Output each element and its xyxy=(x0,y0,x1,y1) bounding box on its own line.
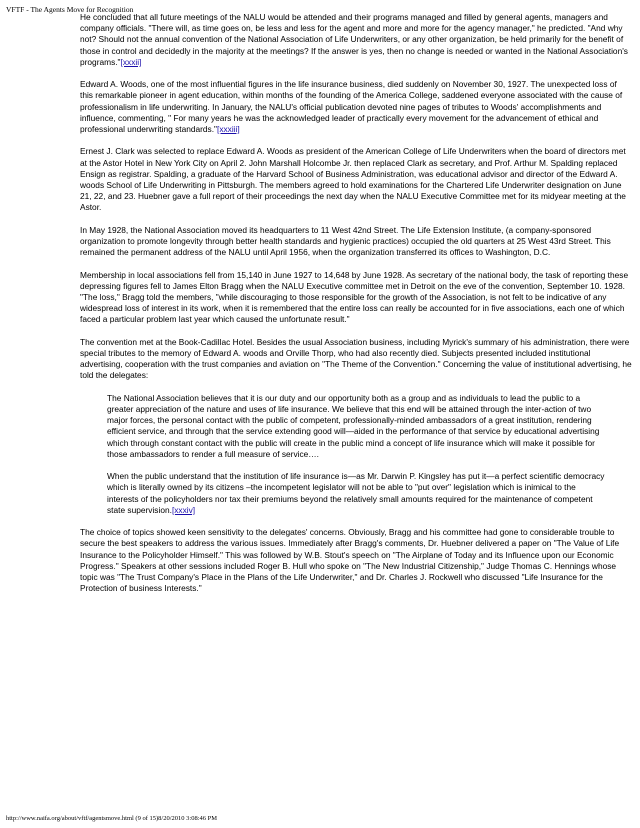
paragraph-text: In May 1928, the National Association moved its headquarters to 11 West 42nd Street. The Life Extension Institute, (a company-sponsored organization to promote longevity through better health standards and hygienic practices) occupied the old quarters at 25 West 43rd Street. This remained the permanent address of the NALU until April 1956, when the organization transferred its offices to Washington, D.C. xyxy=(80,224,611,258)
footnote-link-xxxii[interactable]: [xxxii] xyxy=(120,56,142,67)
paragraph-text: He concluded that all future meetings of the NALU would be attended and their programs managed and filled by general agents, managers and company officials. "There will, as time goes on, be less and less for the agent and more and more for the agency manager," he predicted. "And why not? Should not the annual convention of the National Association of Life Underwriters, or any other organization, be held primarily for the benefit of those in control and decidedly in the majority at the meetings? If the answer is yes, then no change is needed or wanted in the National Association's programs." xyxy=(80,12,628,67)
paragraph-membership xyxy=(80,270,632,326)
paragraph-text: Ernest J. Clark was selected to replace Edward A. Woods as president of the American College of Life Underwriters when the board of directors met at the Astor Hotel in New York City on April 2. John Marshall Holcombe Jr. then replaced Clark as secretary, and Prof. Arthur M. Spalding replaced Ensign as registrar. Spalding, a graduate of the Harvard School of Business Administration, was educational advisor and director of the Edward A. woods School of Life Underwriting in Pittsburgh. The members agreed to hold examinations for the Chartered Life Underwriter designation on June 21, 22, and 23. Huebner gave a full report of their proceedings the next day when the NALU Executive Committee met for its midyear meeting at the Astor. xyxy=(80,146,626,213)
blockquote-democracy xyxy=(107,471,607,516)
paragraph-convention xyxy=(80,337,632,382)
quote-text: When the public understand that the institution of life insurance is—as Mr. Darwin P. Kingsley has put it—a perfect scientific democracy which is literally owned by its citizens –the incompetent legislator will not be able to "put over" legislation which is inimical to the interests of the policyholders nor tax their premiums beyond the relatively small amounts required for the maintenance of competent state supervision. xyxy=(107,471,605,515)
article-body xyxy=(80,12,632,606)
page-header-title: VFTF - The Agents Move for Recognition xyxy=(6,5,134,14)
page-footer-url: http://www.naifa.org/about/vftf/agentsmove.html (9 of 15)8/20/2010 3:08:46 PM xyxy=(6,815,218,822)
paragraph-ernest-clark xyxy=(80,146,632,213)
paragraph-nalu-meetings xyxy=(80,12,632,68)
footnote-link-xxxiii[interactable]: [xxxiii] xyxy=(217,124,240,135)
footnote-link-xxxiv[interactable]: [xxxiv] xyxy=(171,504,196,515)
paragraph-text: Membership in local associations fell from 15,140 in June 1927 to 14,648 by June 1928. As secretary of the national body, the task of reporting these depressing figures fell to James Elton Bragg when the NALU Executive committee met in Detroit on the eve of the convention, September 10. 1928. "The loss," Bragg told the members, "while discouraging to those responsible for the growth of the Association, is not felt to be indicative of any widespread loss of interest in its work, when it is remembered that the entire loss can really be accounted for in five associations, each one of which faced a particular problem last year which caused the unfortunate result." xyxy=(80,269,629,325)
paragraph-topics xyxy=(80,527,632,594)
paragraph-text: Edward A. Woods, one of the most influential figures in the life insurance business, died suddenly on November 30, 1927. The unexpected loss of this remarkable pioneer in agent education, within months of the founding of the America College, saddened everyone associated with the cause of professionalism in life underwriting. In January, the NALU's official publication devoted nine pages of tributes to Woods' accomplishments and influence, commenting, " For many years he was the acknowledged leader of practically every movement for the advancement of ethical and professional underwriting standards." xyxy=(80,79,623,135)
blockquote-advertising xyxy=(107,393,607,460)
paragraph-text: The convention met at the Book-Cadillac Hotel. Besides the usual Association business, including Myrick's summary of his administration, there were special tributes to the memory of Edward A. woods and Orville Thorp, who had also recently died. Subjects presented included institutional advertising, cooperation with the trust companies and aviation on "The Theme of the Convention." Concerning the value of institutional advertising, he told the delegates: xyxy=(80,336,632,381)
paragraph-text: The choice of topics showed keen sensitivity to the delegates' concerns. Obviously, Bragg and his committee had gone to considerable trouble to secure the best speakers to address the various issues. Immediately after Bragg's comments, Dr. Huebner delivered a paper on "The Value of Life Insurance to the Policyholder Himself." This was followed by W.B. Stout's speech on "The Airplane of Today and its Influence upon our Economic Progress." Speakers at other sessions included Roger B. Hull who spoke on "The New Industrial Citizenship," Judge Thomas C. Hennings whose topic was "The Trust Company's Place in the Plans of the Life Underwriter," and Dr. Charles J. Rockwell who discussed "Life Insurance for the Protection of business Interests." xyxy=(80,527,620,594)
paragraph-headquarters-move xyxy=(80,225,632,259)
paragraph-edward-woods xyxy=(80,79,632,135)
quote-text: The National Association believes that it is our duty and our opportunity both as a group and as individuals to lead the public to a greater appreciation of the nature and uses of life insurance. We believe that this end will be attained through the inter-action of two major forces, the personal contact with the public of competent, professionally-minded ambassadors of a great institution, rendering efficient service, and through that the service extending good will—aided in the performance of that service by educational advertising which through constant contact with the public will create in the public mind a concept of life insurance which will make it possible for those ambassadors to render a full measure of service…. xyxy=(107,392,600,459)
